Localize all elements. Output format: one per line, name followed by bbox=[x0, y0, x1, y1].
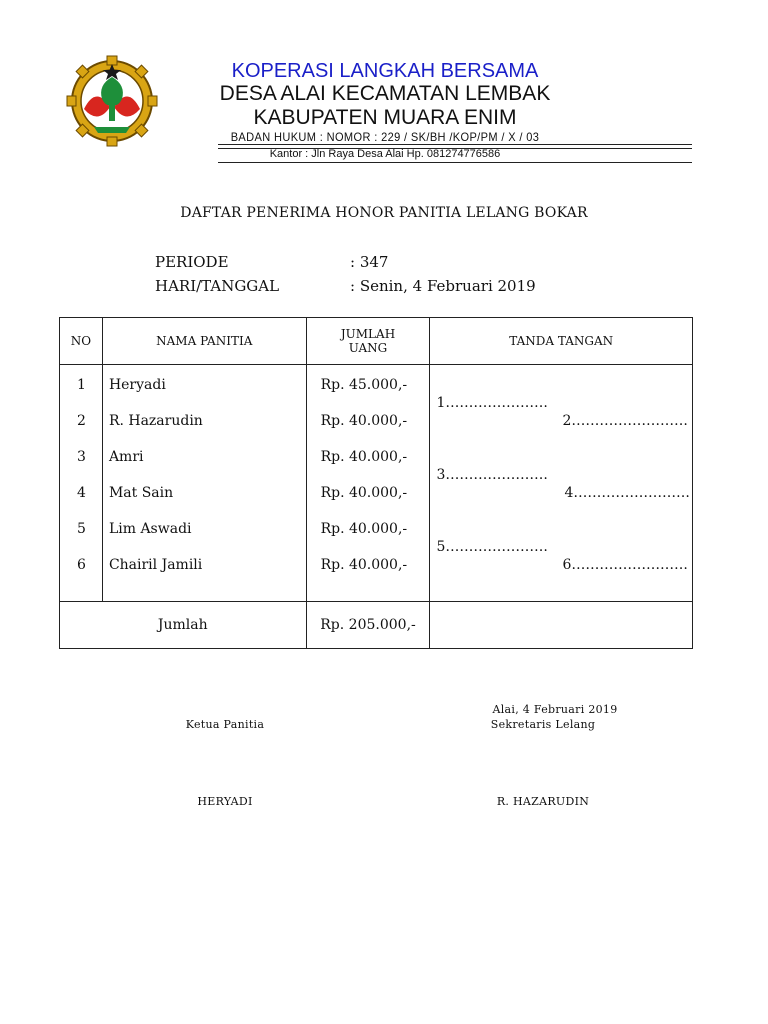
row-no: 1 bbox=[77, 377, 86, 393]
place-date: Alai, 4 Februari 2019 bbox=[492, 703, 618, 716]
header-tanda-tangan: TANDA TANGAN bbox=[430, 318, 693, 365]
periode-label: PERIODE bbox=[155, 253, 229, 271]
legal-registration: BADAN HUKUM : NOMOR : 229 / SK/BH /KOP/PM / X / 03 bbox=[230, 130, 540, 144]
left-signatory-role: Ketua Panitia bbox=[185, 718, 265, 731]
row-nama: Heryadi bbox=[108, 377, 166, 393]
cooperative-emblem-icon bbox=[66, 55, 158, 147]
row-no: 5 bbox=[77, 521, 86, 537]
total-signature-cell bbox=[430, 602, 693, 649]
regency: KABUPATEN MUARA ENIM bbox=[253, 106, 517, 129]
signature-line: 5…………………. bbox=[436, 539, 548, 555]
office-address: Kantor : Jln Raya Desa Alai Hp. 081274776586 bbox=[269, 148, 501, 160]
signature-line: 4……………………. bbox=[564, 485, 690, 501]
header-jumlah-uang bbox=[306, 318, 430, 365]
row-no: 3 bbox=[77, 449, 86, 465]
row-nama: Mat Sain bbox=[108, 485, 174, 501]
periode-value: : 347 bbox=[350, 253, 389, 271]
total-label: Jumlah bbox=[60, 602, 307, 649]
row-nama: Amri bbox=[108, 449, 144, 465]
uang-column bbox=[306, 365, 430, 602]
right-signatory-name: R. HAZARUDIN bbox=[496, 795, 590, 808]
header-jumlah-line2: UANG bbox=[348, 341, 388, 355]
row-nama: R. Hazarudin bbox=[108, 413, 203, 429]
total-value: Rp. 205.000,- bbox=[306, 602, 430, 649]
header-jumlah-line1: JUMLAH bbox=[340, 327, 396, 341]
right-signatory-role: Sekretaris Lelang bbox=[490, 718, 596, 731]
table-header-row bbox=[60, 318, 693, 365]
letterhead-rule-bottom bbox=[218, 162, 692, 163]
row-nama: Lim Aswadi bbox=[108, 521, 192, 537]
document-title: DAFTAR PENERIMA HONOR PANITIA LELANG BOKAR bbox=[180, 205, 588, 221]
hari-tanggal-label: HARI/TANGGAL bbox=[155, 277, 280, 295]
row-uang: Rp. 40.000,- bbox=[320, 557, 408, 573]
org-name: KOPERASI LANGKAH BERSAMA bbox=[231, 60, 539, 82]
table-body bbox=[60, 365, 693, 602]
row-uang: Rp. 40.000,- bbox=[320, 413, 408, 429]
village-district: DESA ALAI KECAMATAN LEMBAK bbox=[219, 82, 551, 105]
header-nama-panitia: NAMA PANITIA bbox=[102, 318, 306, 365]
left-signatory-name: HERYADI bbox=[197, 795, 253, 808]
honor-table bbox=[59, 317, 693, 649]
signature-column bbox=[430, 365, 693, 602]
row-uang: Rp. 45.000,- bbox=[320, 377, 408, 393]
nama-column bbox=[102, 365, 306, 602]
row-uang: Rp. 40.000,- bbox=[320, 485, 408, 501]
header-no: NO bbox=[60, 318, 103, 365]
row-no: 6 bbox=[77, 557, 86, 573]
letterhead-rule-top bbox=[218, 144, 692, 145]
total-row bbox=[60, 602, 693, 649]
signature-line: 6……………………. bbox=[562, 557, 688, 573]
no-column bbox=[60, 365, 103, 602]
signature-line: 2……………………. bbox=[562, 413, 688, 429]
signature-line: 1…………………. bbox=[436, 395, 548, 411]
signature-line: 3…………………. bbox=[436, 467, 548, 483]
row-nama: Chairil Jamili bbox=[108, 557, 203, 573]
row-uang: Rp. 40.000,- bbox=[320, 449, 408, 465]
hari-tanggal-value: : Senin, 4 Februari 2019 bbox=[350, 277, 536, 295]
row-no: 2 bbox=[77, 413, 86, 429]
row-uang: Rp. 40.000,- bbox=[320, 521, 408, 537]
row-no: 4 bbox=[77, 485, 86, 501]
